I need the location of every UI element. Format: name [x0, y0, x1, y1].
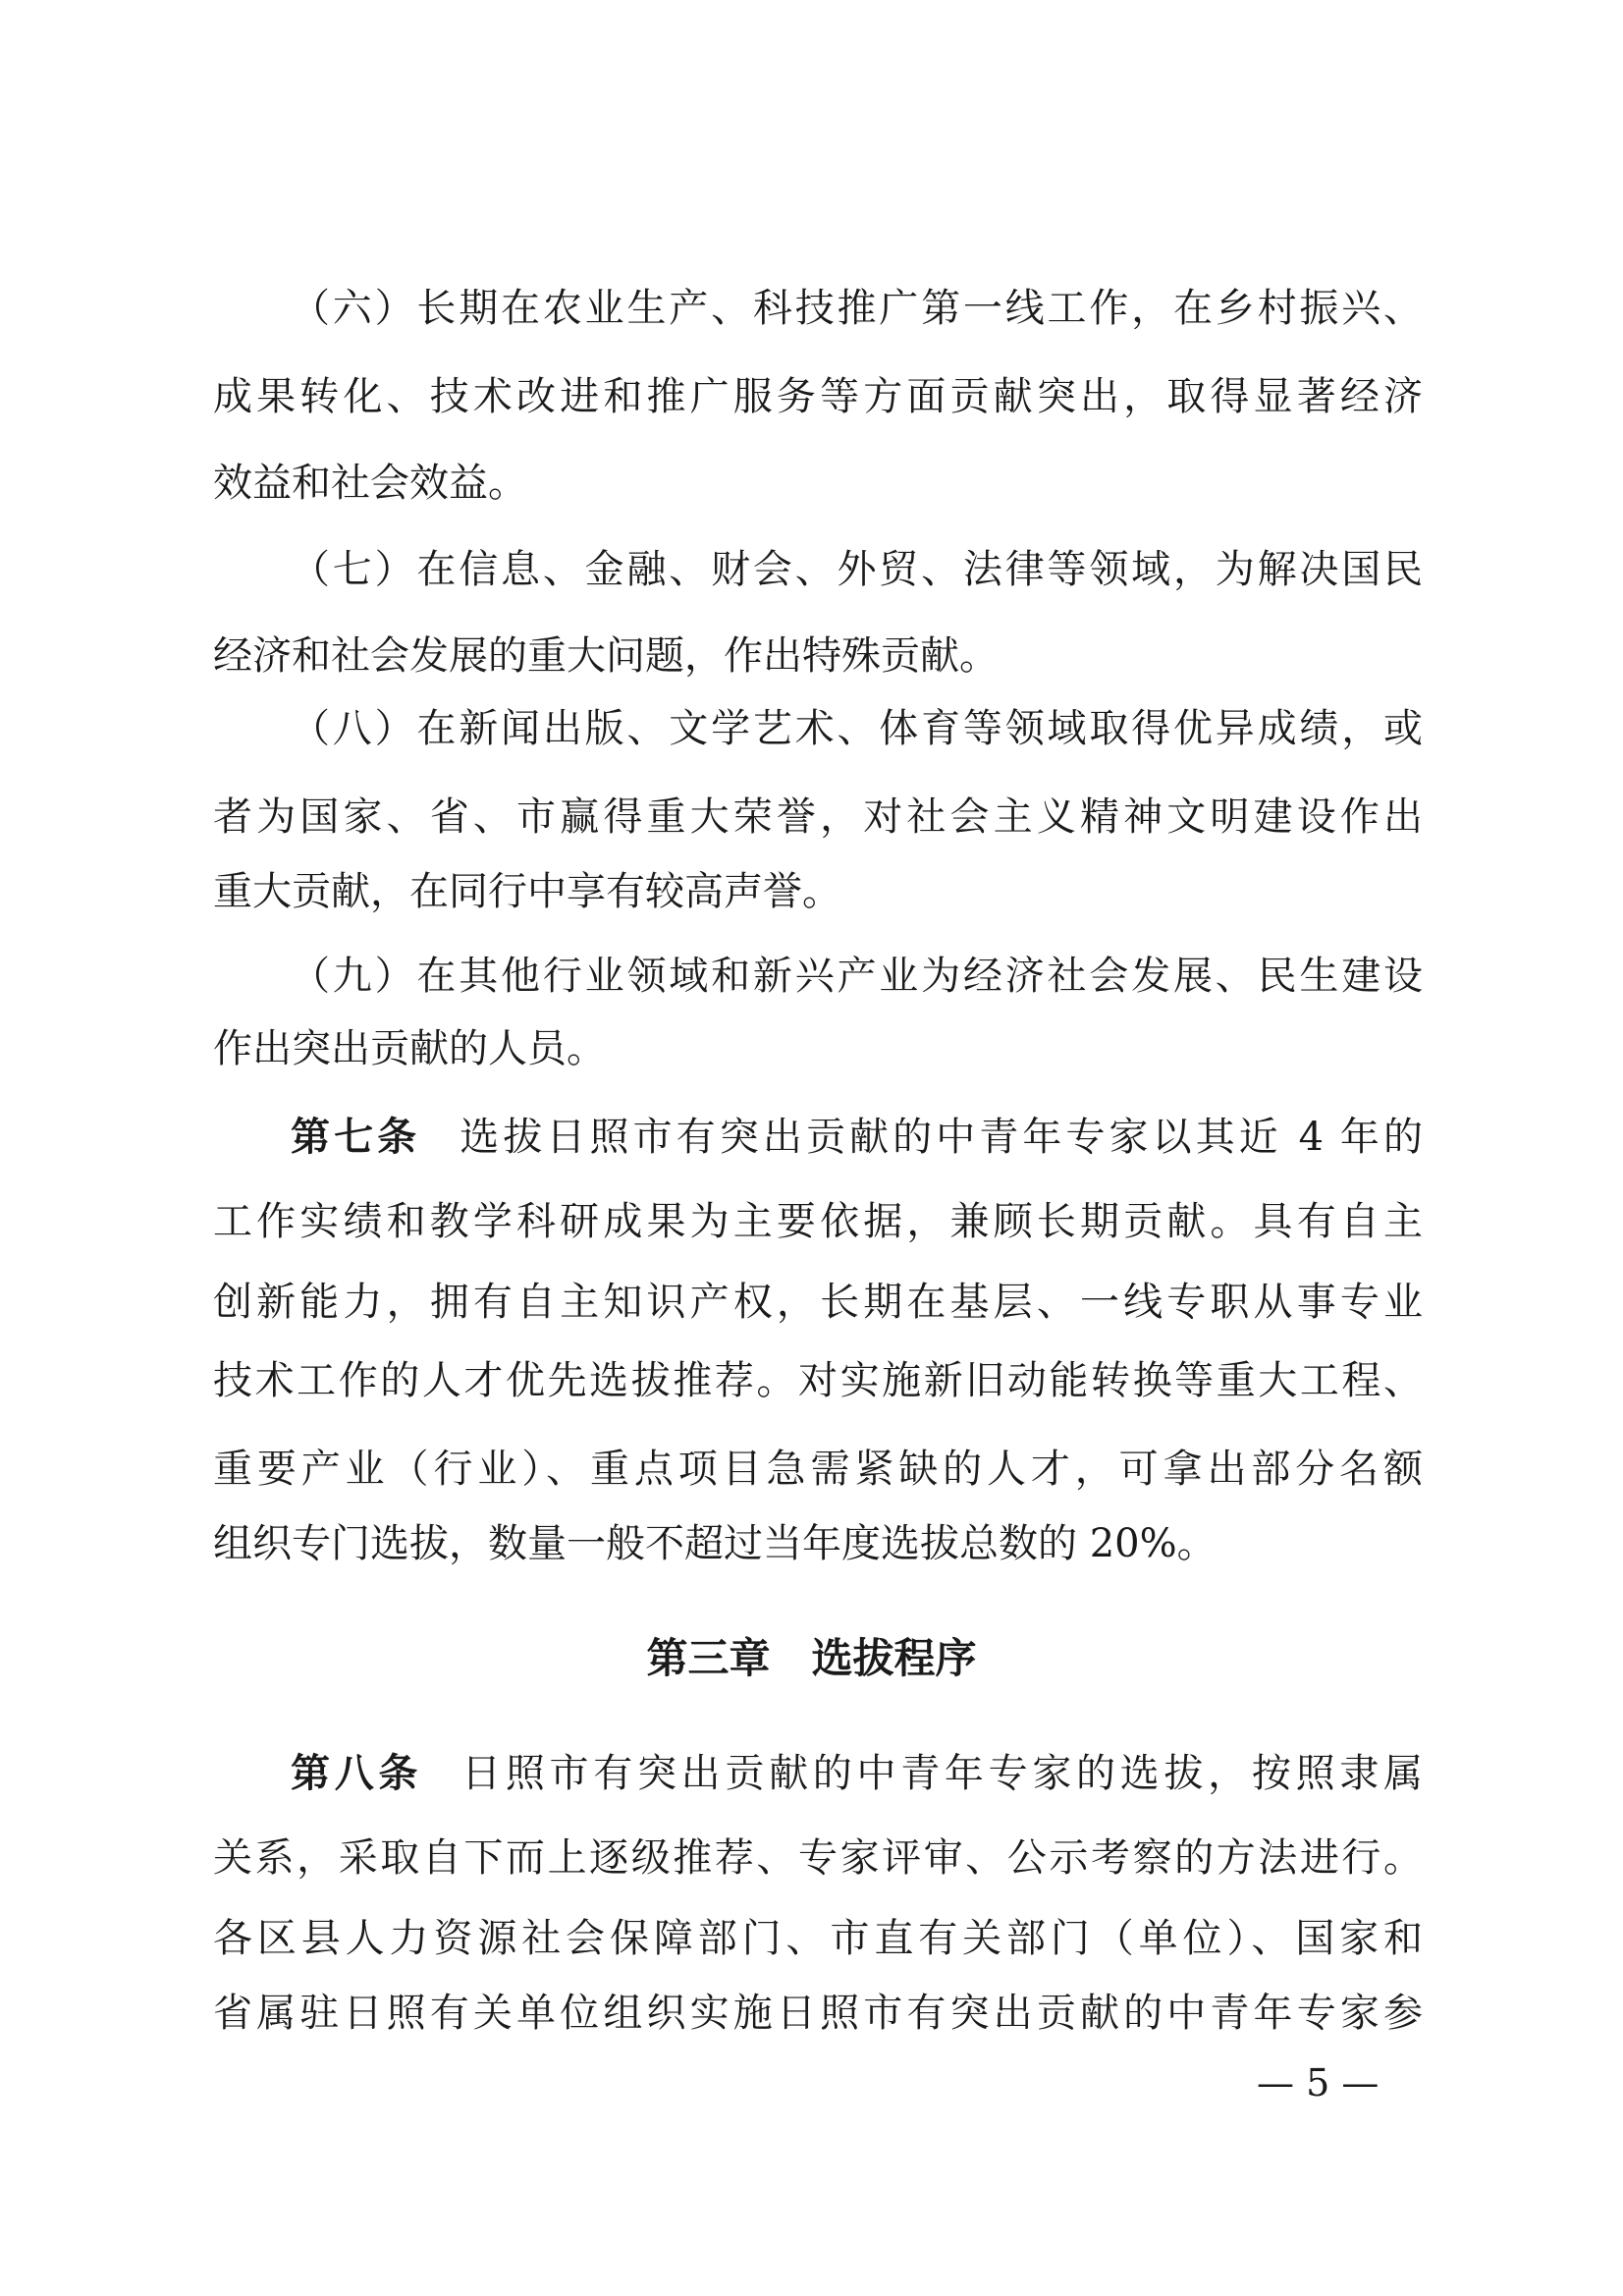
article-8-line-1: [291, 1750, 1423, 1797]
article-7-line-3: 创新能力，拥有自主知识产权，长期在基层、一线专职从事专业: [213, 1280, 1423, 1325]
article-8-line-2: 关系，采取自下而上逐级推荐、专家评审、公示考察的方法进行。: [213, 1835, 1423, 1881]
paragraph-9-line-2: 作出突出贡献的人员。: [213, 1026, 606, 1071]
article-7-line-4: 技术工作的人才优先选拔推荐。对实施新旧动能转换等重大工程、: [213, 1358, 1423, 1403]
article-8-head: 第八条: [291, 1751, 423, 1796]
page-number: — 5 —: [1257, 2061, 1380, 2105]
paragraph-6-line-2: 成果转化、技术改进和推广服务等方面贡献突出，取得显著经济: [213, 374, 1423, 419]
paragraph-8-line-1: （八）在新闻出版、文学艺术、体育等领域取得优异成绩，或: [291, 706, 1423, 751]
paragraph-8-line-3: 重大贡献，在同行中享有较高声誉。: [213, 869, 841, 914]
paragraph-6-line-3: 效益和社会效益。: [213, 461, 527, 506]
paragraph-7-line-1: （七）在信息、金融、财会、外贸、法律等领域，为解决国民: [291, 547, 1423, 592]
paragraph-9-line-1: （九）在其他行业领域和新兴产业为经济社会发展、民生建设: [291, 954, 1423, 999]
article-8-line-3: 各区县人力资源社会保障部门、市直有关部门（单位）、国家和: [213, 1916, 1423, 1961]
article-7-line-5: 重要产业（行业）、重点项目急需紧缺的人才，可拿出部分名额: [213, 1447, 1423, 1492]
article-8-line-4: 省属驻日照有关单位组织实施日照市有突出贡献的中青年专家参: [213, 1991, 1423, 2036]
paragraph-7-line-2: 经济和社会发展的重大问题，作出特殊贡献。: [213, 633, 999, 679]
paragraph-6-line-1: （六）长期在农业生产、科技推广第一线工作，在乡村振兴、: [291, 286, 1423, 331]
article-7-line-1: [291, 1114, 1423, 1161]
article-7-head: 第七条: [291, 1115, 421, 1160]
article-8-first-line: 日照市有突出贡献的中青年专家的选拔，按照隶属: [461, 1751, 1423, 1796]
article-7-first-line: 选拔日照市有突出贡献的中青年专家以其近 4 年的: [460, 1115, 1424, 1160]
paragraph-8-line-2: 者为国家、省、市赢得重大荣誉，对社会主义精神文明建设作出: [213, 794, 1423, 840]
chapter-heading: 第三章 选拔程序: [646, 1634, 977, 1682]
article-7-line-6: 组织专门选拔，数量一般不超过当年度选拔总数的 20%。: [213, 1521, 1217, 1566]
article-7-line-2: 工作实绩和教学科研成果为主要依据，兼顾长期贡献。具有自主: [213, 1199, 1423, 1244]
